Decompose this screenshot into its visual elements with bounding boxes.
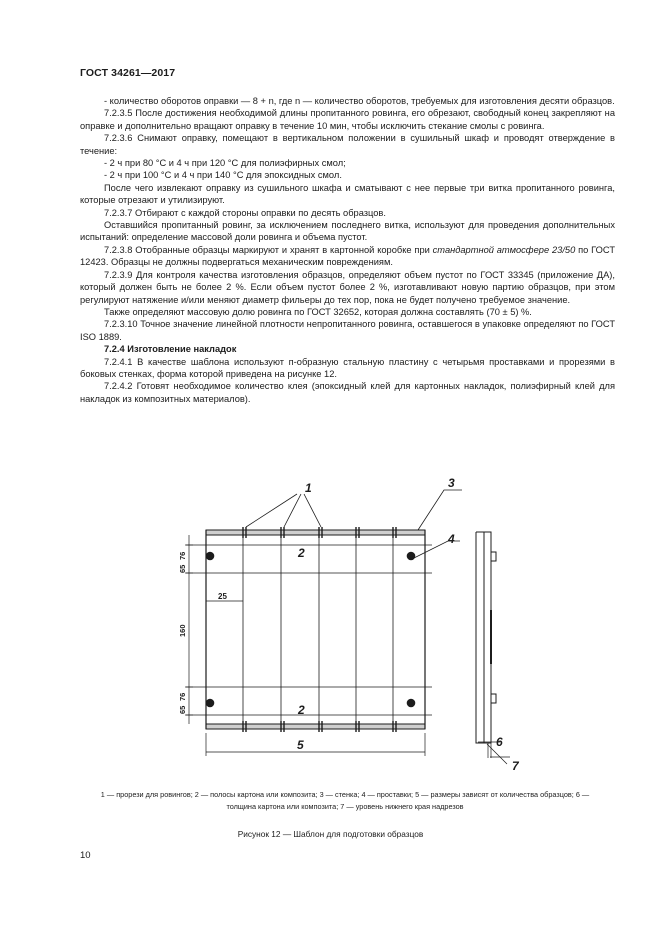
callout-4: 4 bbox=[448, 532, 455, 546]
italic-term: стандартной атмосфере 23/50 bbox=[432, 244, 576, 255]
subsection-heading: 7.2.4 Изготовление накладок bbox=[104, 344, 237, 355]
callout-3-leader bbox=[418, 490, 462, 530]
top-edge-band bbox=[206, 530, 425, 535]
paragraph-part: по ГОСТ 12423. Образцы не должны подвергаться механическим повреждениям. bbox=[80, 244, 615, 268]
paragraph: 7.2.3.9 Для контроля качества изготовления образцов, определяют объем пустот по ГОСТ 33345 (приложение ДА), который должен быть не более 2 %. Если объем пустот более 2 %, изготавливают новую партию образцов, при этом регулируют натяжение и/или меняют диаметр фильеры до тех пор, пока не будет получено требуемое значение. bbox=[80, 269, 615, 305]
callout-2-top: 2 bbox=[298, 546, 305, 560]
spacer-dot bbox=[206, 699, 215, 708]
callout-1: 1 bbox=[305, 481, 312, 495]
callout-6: 6 bbox=[496, 735, 503, 749]
callout-5: 5 bbox=[297, 738, 304, 752]
paragraph: 7.2.3.6 Снимают оправку, помещают в вертикальном положении в сушильный шкаф и проводят отверждение в течение: bbox=[80, 133, 615, 156]
dim-65-bottom: 65 bbox=[178, 705, 187, 714]
paragraph: 7.2.4.1 В качестве шаблона используют п-образную стальную пластину с четырьмя проставками и прорезями в боковых стенках, форма которой приведена на рисунке 12. bbox=[80, 356, 615, 379]
dim-65-top: 65 bbox=[178, 564, 187, 573]
paragraph: 7.2.3.5 После достижения необходимой длины пропитанного ровинга, его обрезают, свободный конец закрепляют на оправке и дополнительно вращают оправку в течение 10 мин, чтобы исключить стекание смолы с ровинга. bbox=[80, 108, 615, 131]
spacer-dot bbox=[407, 699, 416, 708]
page-number: 10 bbox=[80, 850, 91, 861]
document-code: ГОСТ 34261—2017 bbox=[80, 67, 176, 79]
paragraph: Также определяют массовую долю ровинга по ГОСТ 32652, которая должна составлять (70 ± 5) %. bbox=[104, 306, 532, 317]
paragraph: После чего извлекают оправку из сушильного шкафа и сматывают с нее первые три витка пропитанного ровинга, которые отрезают и утилизируют. bbox=[80, 182, 615, 206]
figure-title: Рисунок 12 — Шаблон для подготовки образцов bbox=[237, 829, 424, 839]
figure-legend: 1 — прорези для ровингов; 2 — полосы картона или композита; 3 — стенка; 4 — проставки; 5 — размеры зависят от количества образцов; 6 — толщина картона или композита; 7 — уровень нижнего края надрезов bbox=[100, 790, 590, 811]
paragraph: 7.2.3.7 Отбирают с каждой стороны оправки по десять образцов. bbox=[104, 207, 386, 218]
spacer-circles bbox=[206, 552, 416, 708]
spacer-dot bbox=[206, 552, 215, 561]
strip-lines bbox=[243, 530, 393, 729]
paragraph: 7.2.3.10 Точное значение линейной плотности непропитанного ровинга, оставшегося в упаковке определяют по ГОСТ ISO 1889. bbox=[80, 319, 615, 342]
paragraph: Оставшийся пропитанный ровинг, за исключением последнего витка, используют для проведения дополнительных испытаний: определение массовой доли ровинга и объема пустот. bbox=[80, 220, 615, 243]
slot-marks bbox=[243, 527, 396, 732]
bottom-edge-band bbox=[206, 724, 425, 729]
spacer-dot bbox=[407, 552, 416, 561]
dim-5-line bbox=[206, 733, 425, 756]
callout-2-bottom: 2 bbox=[298, 703, 305, 717]
dim-160: 160 bbox=[178, 624, 187, 637]
horizontal-lines bbox=[186, 545, 432, 715]
paragraph: 7.2.4.2 Готовят необходимое количество клея (эпоксидный клей для картонных накладок, полиэфирный клей для накладок из композитных материалов). bbox=[80, 381, 615, 404]
callout-3: 3 bbox=[448, 476, 455, 490]
paragraph: - количество оборотов оправки — 8 + n, где n — количество оборотов, требуемых для изготовления десяти образцов. bbox=[104, 96, 615, 106]
dim-76-bottom: 76 bbox=[178, 692, 187, 701]
side-view-profile bbox=[476, 532, 510, 764]
paragraph-part: 7.2.3.8 Отобранные образцы маркируют и хранят в картонной коробке при bbox=[104, 244, 433, 255]
callout-7: 7 bbox=[512, 759, 519, 773]
dim-76-top: 76 bbox=[178, 551, 187, 560]
paragraph: - 2 ч при 100 °C и 4 ч при 140 °C для эпоксидных смол. bbox=[104, 170, 342, 181]
dim-25: 25 bbox=[218, 592, 227, 601]
paragraph: - 2 ч при 80 °C и 4 ч при 120 °C для полиэфирных смол; bbox=[104, 158, 346, 169]
callout-1-leaders bbox=[246, 494, 321, 527]
